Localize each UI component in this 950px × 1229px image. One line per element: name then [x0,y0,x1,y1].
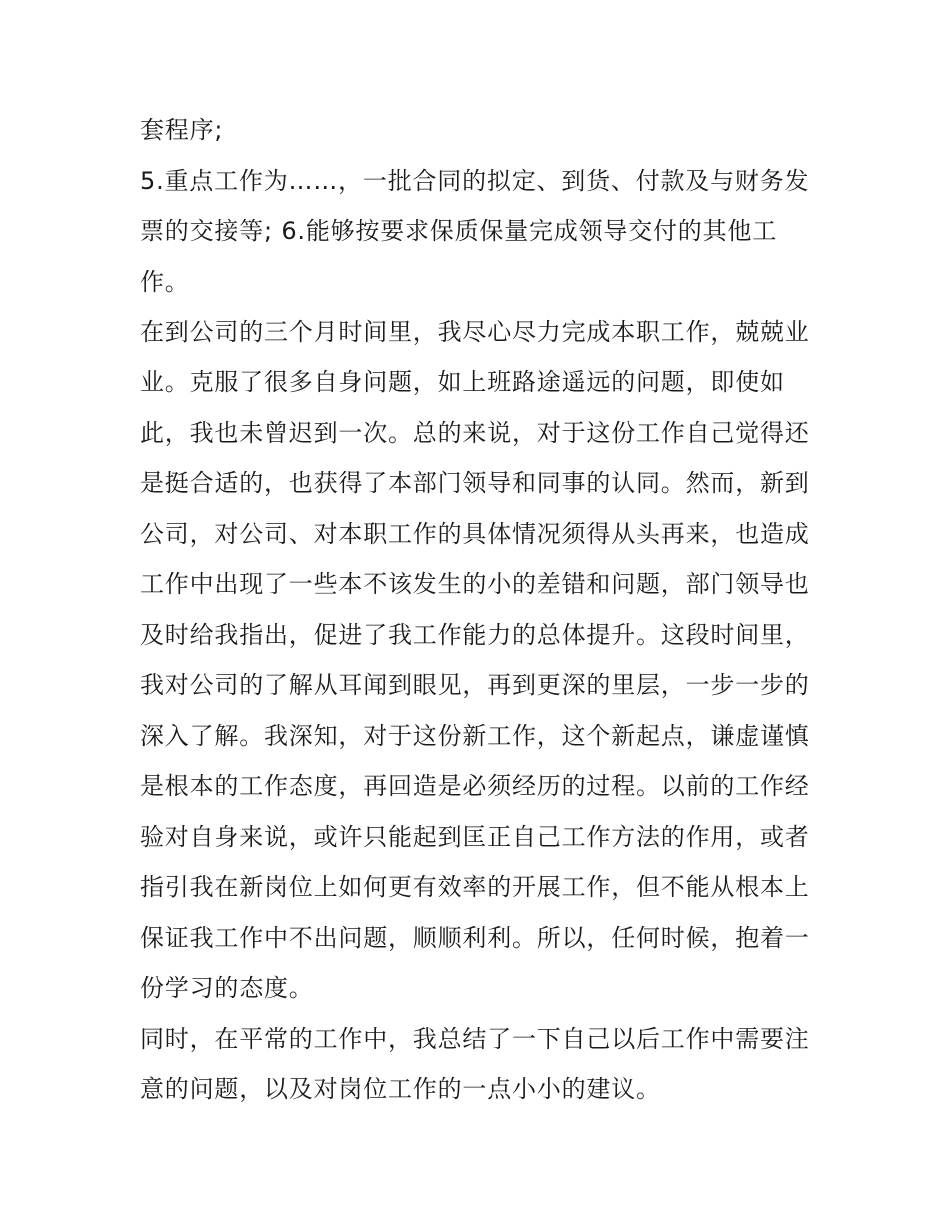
text-line: 份学习的态度。 [140,974,314,1002]
text-line: 套程序; [140,116,224,144]
text-line: 工作中出现了一些本不该发生的小的差错和问题，部门领导也 [140,570,810,598]
text-line: 作。 [140,268,190,296]
text-line: 是根本的工作态度，再回造是必须经历的过程。以前的工作经 [140,772,810,800]
text-line: 验对自身来说，或许只能起到匡正自己工作方法的作用，或者 [140,823,810,851]
text-line: 意的问题，以及对岗位工作的一点小小的建议。 [140,1075,661,1103]
text-line: 深入了解。我深知，对于这份新工作，这个新起点，谦虚谨慎 [140,722,810,750]
text-line: 及时给我指出，促进了我工作能力的总体提升。这段时间里， [140,621,810,649]
text-line: 我对公司的了解从耳闻到眼见，再到更深的里层，一步一步的 [140,671,810,699]
text-line: 同时，在平常的工作中，我总结了一下自己以后工作中需要注 [140,1025,810,1053]
text-line: 票的交接等; 6.能够按要求保质保量完成领导交付的其他工 [140,217,778,245]
text-line: 在到公司的三个月时间里，我尽心尽力完成本职工作，兢兢业 [140,318,810,346]
text-line: 保证我工作中不出问题，顺顺利利。所以，任何时候，抱着一 [140,924,810,952]
text-line: 此，我也未曾迟到一次。总的来说，对于这份工作自己觉得还 [140,419,810,447]
text-line: 公司，对公司、对本职工作的具体情况须得从头再来，也造成 [140,520,810,548]
text-line: 是挺合适的，也获得了本部门领导和同事的认同。然而，新到 [140,469,810,497]
text-line: 指引我在新岗位上如何更有效率的开展工作，但不能从根本上 [140,873,810,901]
text-line: 5.重点工作为……，一批合同的拟定、到货、付款及与财务发 [140,167,810,195]
text-line: 业。克服了很多自身问题，如上班路途遥远的问题，即使如 [140,368,785,396]
